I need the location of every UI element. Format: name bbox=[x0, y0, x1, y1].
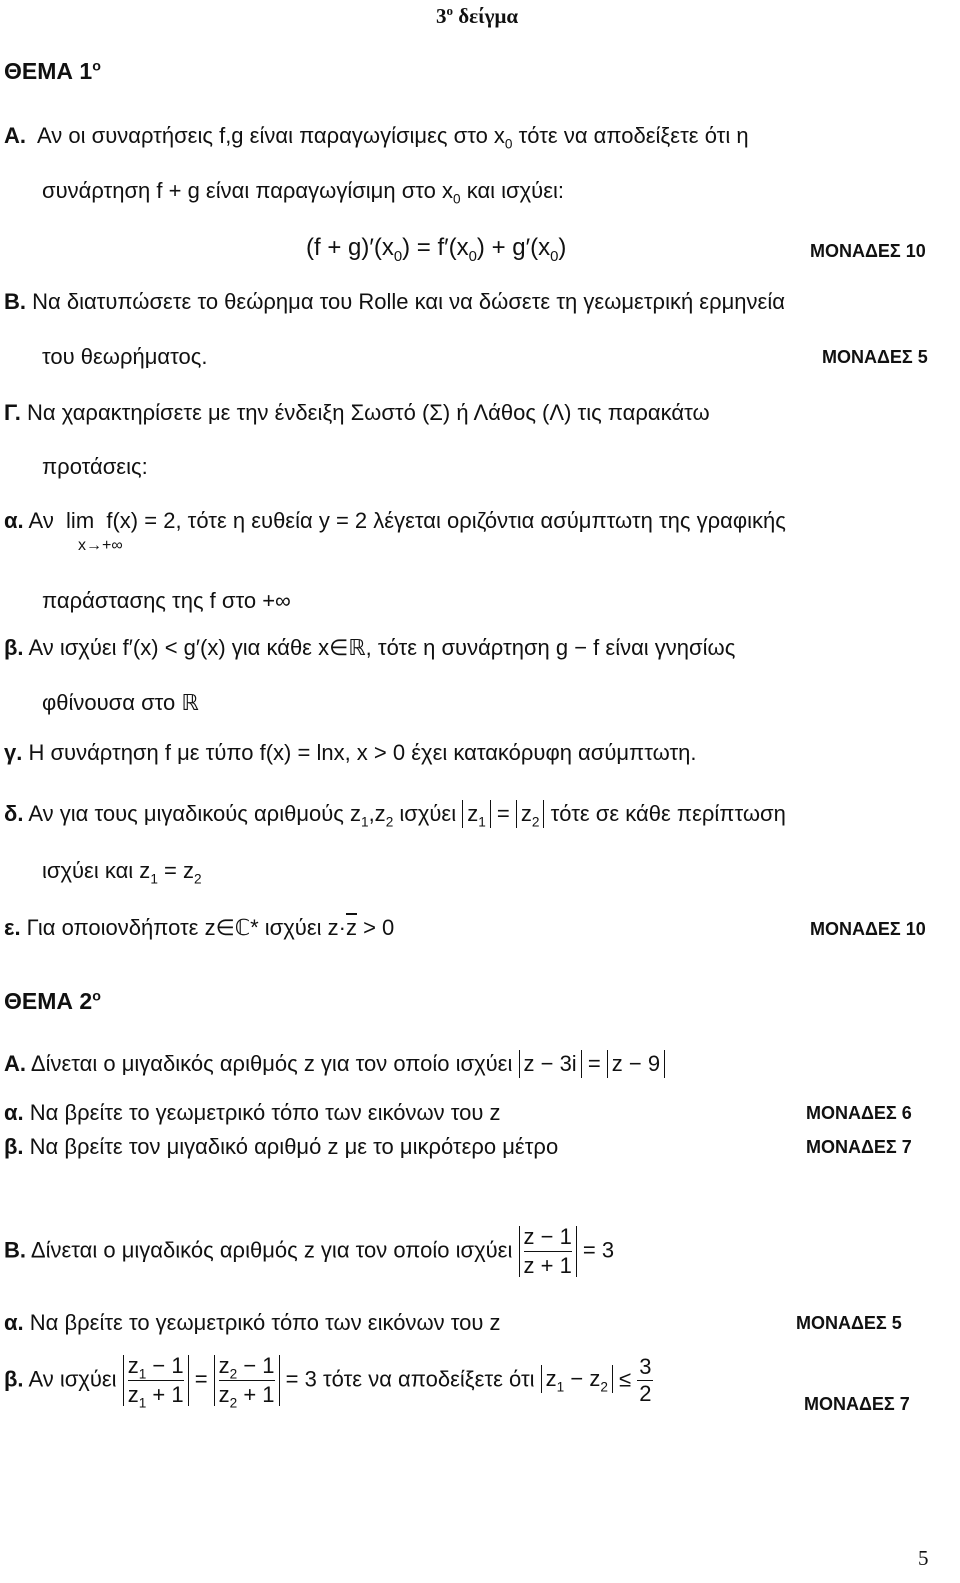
topic-1-G-line1: Γ. Να χαρακτηρίσετε με την ένδειξη Σωστό (Σ) ή Λάθος (Λ) τις παρακάτω bbox=[4, 400, 710, 425]
marks-2Ab: ΜΟΝΑΔΕΣ 7 bbox=[806, 1137, 912, 1157]
derivative-sum-formula: $(f + g)'(x_0) = f'(x_0) + g'(x_0)$ bbox=[306, 234, 567, 265]
topic-1-G-line2: προτάσεις: bbox=[42, 454, 148, 479]
marks-2Aa: ΜΟΝΑΔΕΣ 6 bbox=[806, 1103, 912, 1123]
page-number: 5 bbox=[918, 1546, 929, 1570]
statement-a-line1: α. Αν lim f(x) = 2, τότε η ευθεία y = 2 λέγεται οριζόντια ασύμπτωτη της γραφικής bbox=[4, 508, 786, 533]
marks-2Bb: ΜΟΝΑΔΕΣ 7 bbox=[804, 1394, 910, 1414]
topic-2-A: Α. Δίνεται ο μιγαδικός αριθμός z για τον οποίο ισχύει z − 3i = z − 9 bbox=[4, 1050, 665, 1078]
topic-1-B-line1: Β. Να διατυπώσετε το θεώρημα του Rolle και να δώσετε τη γεωμετρική ερμηνεία bbox=[4, 289, 785, 314]
marks-1G: ΜΟΝΑΔΕΣ 10 bbox=[810, 919, 926, 939]
marks-1A: ΜΟΝΑΔΕΣ 10 bbox=[810, 241, 926, 261]
topic-2-B: Β. Δίνεται ο μιγαδικός αριθμός z για τον οποίο ισχύει $\frac{z - 1}{z + 1}$ = 3 bbox=[4, 1224, 615, 1278]
topic-2-Ba: α. Να βρείτε το γεωμετρικό τόπο των εικόνων του z bbox=[4, 1310, 501, 1335]
topic-2-Bb: β. Αν ισχύει $\frac{z_1 - 1}{z_1 + 1}$ = $\frac{z_2 - 1}{z_2 + 1}$ = 3 τότε να αποδείξετε ότι $z_1 - z_2$ ≤ $\frac{3}{2}$ bbox=[4, 1353, 652, 1411]
statement-b-line2: φθίνουσα στο ℝ bbox=[42, 690, 199, 715]
statement-d-line2: ισχύει και $z_1 = z_2$ bbox=[42, 858, 202, 887]
sample-header: $3^o$ δείγμα bbox=[436, 3, 519, 28]
statement-b-line1: β. Αν ισχύει f′(x) < g′(x) για κάθε x∈ℝ, τότε η συνάρτηση g − f είναι γνησίως bbox=[4, 635, 736, 660]
limit-subscript: x→+∞ bbox=[78, 537, 123, 554]
topic-1-A-line1: Α. Αν οι συναρτήσεις f,g είναι παραγωγίσιμες στο $x_0$ τότε να αποδείξετε ότι η bbox=[4, 123, 749, 152]
topic-1-B-line2: του θεωρήματος. bbox=[42, 344, 208, 369]
marks-2Ba: ΜΟΝΑΔΕΣ 5 bbox=[796, 1313, 902, 1333]
statement-c: γ. Η συνάρτηση f με τύπο f(x) = lnx, x > 0 έχει κατακόρυφη ασύμπτωτη. bbox=[4, 740, 697, 765]
topic-2-Aa: α. Να βρείτε το γεωμετρικό τόπο των εικόνων του z bbox=[4, 1100, 501, 1125]
marks-1B: ΜΟΝΑΔΕΣ 5 bbox=[822, 347, 928, 367]
statement-d-line1: δ. Αν για τους μιγαδικούς αριθμούς $z_1,z_2$ ισχύει $z_1 = z_2$ τότε σε κάθε περίπτωση bbox=[4, 801, 786, 830]
topic-2-title: ΘΕΜΑ $2^o$ bbox=[4, 988, 101, 1014]
statement-a-line2: παράστασης της f στο +∞ bbox=[42, 588, 291, 613]
topic-1-A-line2: συνάρτηση f + g είναι παραγωγίσιμη στο $x_0$ και ισχύει: bbox=[42, 178, 565, 207]
topic-1-title: ΘΕΜΑ $1^o$ bbox=[4, 58, 101, 84]
topic-2-Ab: β. Να βρείτε τον μιγαδικό αριθμό z με το μικρότερο μέτρο bbox=[4, 1134, 559, 1159]
statement-e: ε. Για οποιονδήποτε z∈ℂ* ισχύει $z\cdot\overline{z} > 0$ bbox=[4, 915, 395, 940]
